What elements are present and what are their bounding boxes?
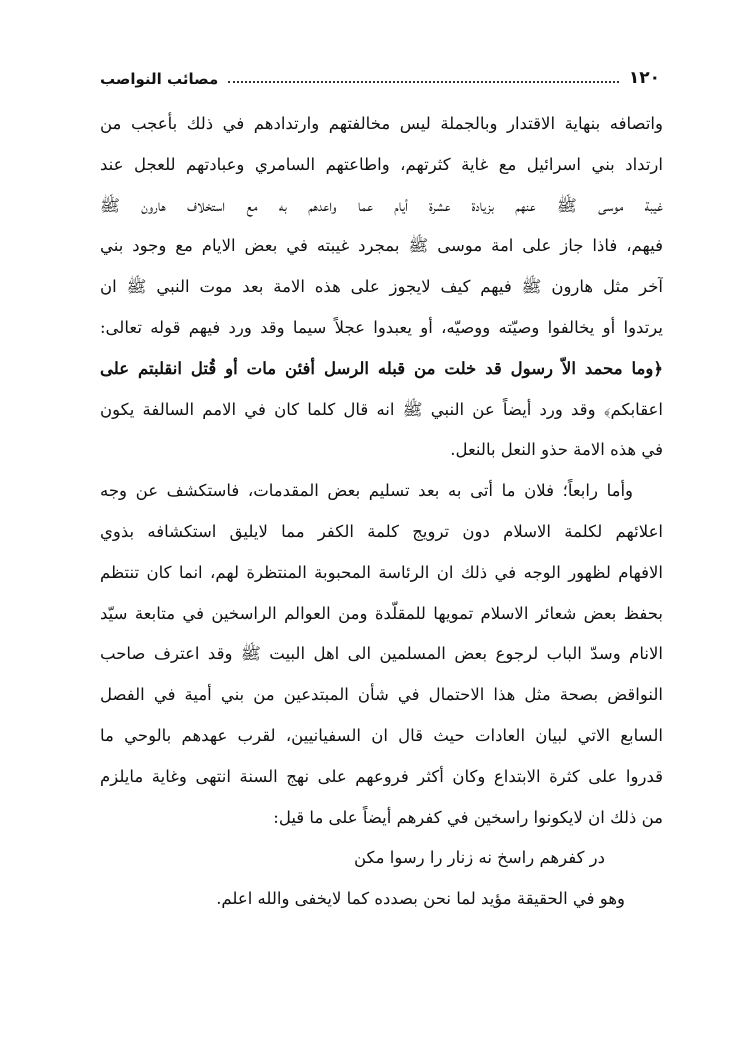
text-line: فيهم، فاذا جاز على امة موسى ﷺ بمجرد غيبته في بعض الايام مع وجود بني	[100, 236, 663, 256]
text-line: قدروا على كثرة الابتداع وكان أكثر فروعهم على نهج السنة انتهى وغاية مايلزم	[100, 766, 663, 786]
running-header	[100, 62, 660, 88]
text-line: ارتداد بني اسرائيل مع غاية كثرتهم، واطاعتهم السامري وعبادتهم للعجل عند	[100, 154, 663, 174]
text-line: آخر مثل هارون ﷺ فيهم كيف لايجوز على هذه الامة بعد موت النبي ﷺ ان	[100, 277, 663, 297]
text-line: واتصافه بنهاية الاقتدار وبالجملة ليس مخالفتهم وارتدادهم في ذلك بأعجب من	[100, 114, 663, 133]
text-line: يرتدوا أو يخالفوا وصيّته ووصيّه، أو يعبدوا عجلاً سيما وقد ورد فيهم قوله تعالى:	[100, 317, 663, 337]
text-line: النواقض بصحة مثل هذا الاحتمال في شأن المبتدعين من بني أمية في الفصل	[100, 685, 663, 705]
text-line: غيبة موسى ﷺ عنهم بزيادة عشرة أيام عما واعدهم به مع استخلاف هارون ﷺ	[100, 195, 663, 215]
body-text	[100, 104, 663, 920]
text-line: الافهام لظهور الوجه في ذلك ان الرئاسة المحبوبة المنتظرة لهم، انما كان تنتظم	[100, 562, 663, 582]
running-title: مصائب النواصب	[100, 70, 219, 88]
text-line: من ذلك ان لايكونوا راسخين في كفرهم أيضاً على ما قيل:	[273, 807, 663, 827]
text-line: بحفظ بعض شعائر الاسلام تمويها للمقلّدة ومن العوالم الراسخين في متابعة سيّد	[100, 603, 663, 623]
poetry-line: در كفرهم راسخ نه زنار را رسوا مكن	[353, 848, 605, 868]
paragraph-start-line: وأما رابعاً؛ فلان ما أتى به بعد تسليم بعض المقدمات، فاستكشف عن وجه	[100, 481, 633, 501]
text-line: الانام وسدّ الباب لرجوع بعض المسلمين الى اهل البيت ﷺ وقد اعترف صاحب	[100, 644, 663, 664]
quran-verse-line: ﴿وما محمد الاّ رسول قد خلت من قبله الرسل أفئن مات أو قُتل انقلبتم على	[100, 358, 663, 378]
text-line: اعقابكم﴾ وقد ورد أيضاً عن النبي ﷺ انه قال كلما كان في الامم السالفة يكون	[100, 399, 663, 419]
closing-line: وهو في الحقيقة مؤيد لما نحن بصدده كما لايخفى والله اعلم.	[216, 889, 625, 909]
page-number: ١٢٠	[628, 68, 660, 88]
text-line: اعلائهم لكلمة الاسلام دون ترويج كلمة الكفر مما لايليق استكشافه بذوي	[100, 521, 663, 541]
dot-leader	[228, 80, 619, 83]
paragraph-end-line: في هذه الامة حذو النعل بالنعل.	[450, 440, 663, 460]
text-line: السابع الاتي لبيان العادات حيث قال ان السفيانيين، لقرب عهدهم بالوحي ما	[100, 725, 663, 745]
